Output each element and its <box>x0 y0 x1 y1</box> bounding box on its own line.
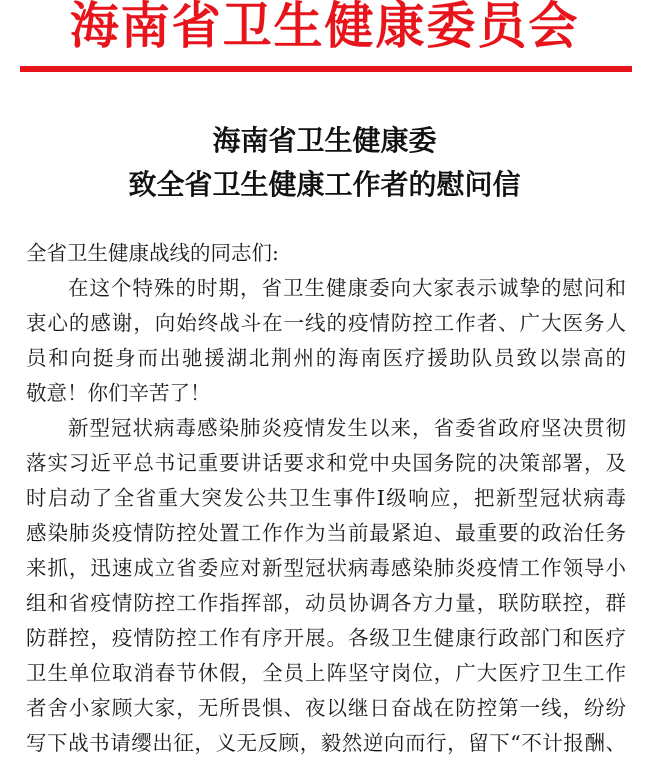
paragraph-line: 员和向挺身而出驰援湖北荆州的海南医疗援助队员致以崇高的 <box>26 346 626 370</box>
paragraph-line: 在这个特殊的时期，省卫生健康委向大家表示诚挚的慰问和 <box>68 276 626 300</box>
paragraph-line: 敬意！你们辛苦了！ <box>26 381 211 405</box>
paragraph-line: 者舍小家顾大家，无所畏惧、夜以继日奋战在防控第一线，纷纷 <box>26 696 626 720</box>
paragraph-line: 卫生单位取消春节休假，全员上阵坚守岗位，广大医疗卫生工作 <box>26 661 626 685</box>
paragraph-line: 来抓，迅速成立省委应对新型冠状病毒感染肺炎疫情工作领导小 <box>26 556 626 580</box>
salutation: 全省卫生健康战线的同志们: <box>26 241 279 265</box>
masthead-title: 海南省卫生健康委员会 <box>69 0 580 55</box>
masthead-red-rule <box>20 66 632 72</box>
paragraph-line: 落实习近平总书记重要讲话要求和党中央国务院的决策部署，及 <box>26 451 626 475</box>
masthead <box>0 0 649 60</box>
paragraph-line: 写下战书请缨出征，义无反顾，毅然逆向而行，留下“不计报酬、 <box>26 731 626 755</box>
letter-body <box>26 236 626 761</box>
letter-title <box>0 119 649 207</box>
paragraph-line: 组和省疫情防控工作指挥部，动员协调各方力量，联防联控，群 <box>26 591 626 615</box>
letter-title-line-2: 致全省卫生健康工作者的慰问信 <box>128 168 521 201</box>
paragraph-line: 防群控，疫情防控工作有序开展。各级卫生健康行政部门和医疗 <box>26 626 626 650</box>
paragraph-line: 时启动了全省重大突发公共卫生事件Ⅰ级响应，把新型冠状病毒 <box>26 486 626 510</box>
letter-title-line-1: 海南省卫生健康委 <box>212 124 437 157</box>
paragraph-1 <box>26 271 626 411</box>
paragraph-line: 衷心的感谢，向始终战斗在一线的疫情防控工作者、广大医务人 <box>26 311 626 335</box>
paragraph-line: 感染肺炎疫情防控处置工作作为当前最紧迫、最重要的政治任务 <box>26 521 626 545</box>
paragraph-2 <box>26 411 626 761</box>
paragraph-line: 新型冠状病毒感染肺炎疫情发生以来，省委省政府坚决贯彻 <box>68 416 626 440</box>
